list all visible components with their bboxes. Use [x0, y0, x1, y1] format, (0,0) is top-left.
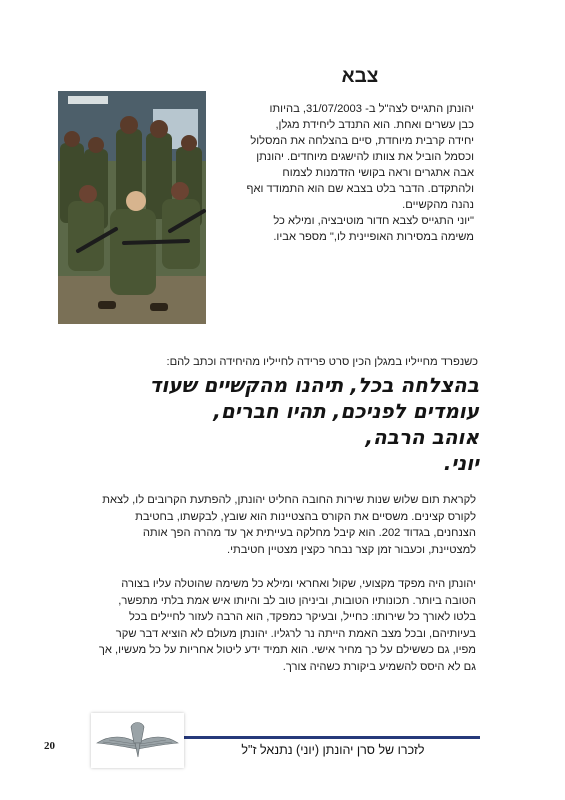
intro-line: משימה במסירות האופיינית לו," מספר אביו. [273, 231, 474, 243]
letter-line: אוהב הרבה, [365, 425, 479, 449]
intro-line: וכסמל הוביל את צוותו להישגים מיוחדים. יהונתן [256, 151, 474, 163]
farewell-lead: כשנפרד מחייליו במגלן הכין סרט פרידה לחייליו מהיחידה וכתב להם: [166, 356, 478, 368]
intro-line: יחידה קרבית מיוחדת, סיים בהצלחה את המסלול [250, 135, 474, 147]
intro-line: "יוני התגייס לצבא חדור מוטיבציה, ומילא כל [273, 215, 474, 227]
intro-line: יהונתן התגייס לצה"ל ב- 31/07/2003, בהיותו [269, 103, 474, 115]
wings-graphic [91, 713, 184, 768]
letter-line: עומדים לפניכם, תהיו חברים, [213, 399, 479, 423]
letter-line: יוני. [443, 451, 479, 475]
intro-line: אבה אתגרים וראה בקושי הזדמנות לצמוח [282, 167, 474, 179]
section-title: צבא [341, 66, 379, 87]
intro-line: ולהתקדם. הדבר בלט בצבא שם הוא התמודד ואף [246, 183, 474, 195]
soldiers-group-photo [58, 91, 206, 324]
photo-illustration [58, 91, 206, 324]
commander-paragraph: יהונתן היה מפקד מקצועי, שקול ואחראי ומילא כל משימה שהוטלה עליו בצורה הטובה ביותר. תכונותיו הטובות, וביניהן טוב לב והיותו איש אמת בלתי מתפשר, בלטו לאורך כל שירותו: כחייל, ובעיקר כמפקד, הוא הרבה לעזור לחיילים בכל בעיותיהם, ובכל מצב האמת הייתה נר לרגליו. יהונתן מעולם לא הוציא דבר שקר מפיו, גם כששילם על כך מחיר אישי. הוא תמיד ידע ליטול אחריות על כל מעשיו, אך גם לא היסס להשמיע ביקורת כשהיה צורך. [98, 578, 476, 673]
intro-paragraph [226, 101, 474, 245]
officer-course-paragraph: לקראת תום שלוש שנות שירות החובה החליט יהונתן, להפתעת הקרובים לו, לצאת לקורס קצינים. משסיים את הקורס בהצטיינות הוא שובץ, לבקשתו, בחטיבת הצנחנים, בגדוד 202. הוא קיבל מחלקה בעייתית אך עד מהרה הפך אותה למצטיינת, וכעבור זמן קצר נבחר כקצין מצטיין חטיבתי. [102, 494, 476, 556]
page-number: 20 [44, 740, 55, 752]
footer-caption: לזכרו של סרן יהונתן (יוני) נתנאל ז"ל [241, 743, 425, 757]
paratrooper-wings-icon [91, 713, 184, 768]
intro-line: נהנה מהקשיים. [402, 199, 474, 211]
farewell-letter [129, 372, 479, 476]
intro-line: כבן עשרים ואחת. הוא התנדב ליחידת מגלן, [275, 119, 474, 131]
letter-line: בהצלחה בכל, תיהנו מהקשיים שעוד [149, 373, 479, 397]
